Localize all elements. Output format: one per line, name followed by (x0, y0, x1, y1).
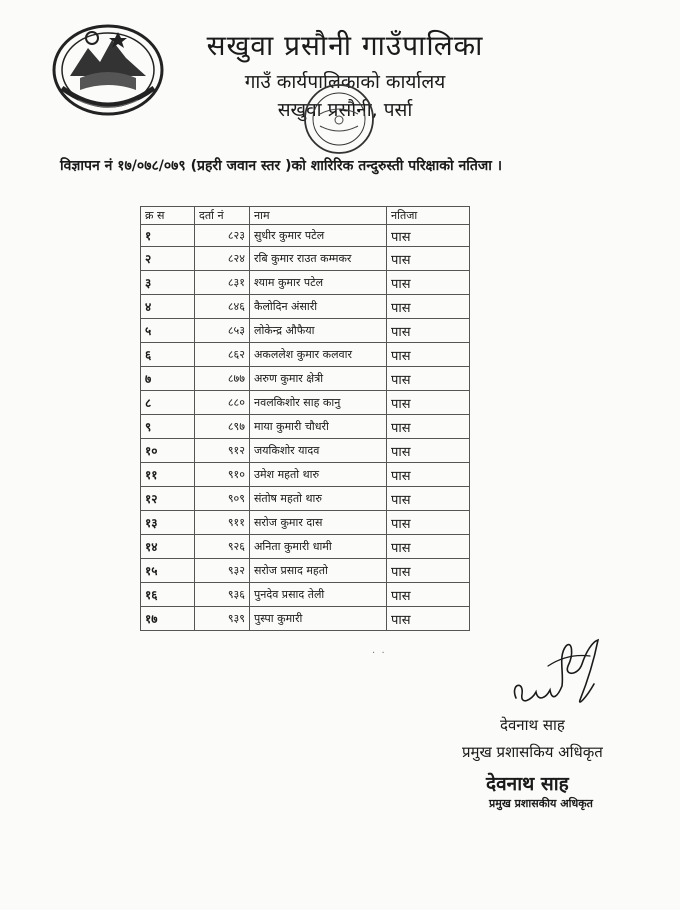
cell-serial: १५ (141, 559, 195, 583)
cell-name: सरोज कुमार दास (250, 511, 387, 535)
cell-result: पास (387, 343, 470, 367)
cell-result: पास (387, 535, 470, 559)
cell-name: अनिता कुमारी धामी (250, 535, 387, 559)
cell-serial: ७ (141, 367, 195, 391)
office-subtitle: गाउँ कार्यपालिकाको कार्यालय (244, 71, 446, 93)
cell-result: पास (387, 559, 470, 583)
cell-result: पास (387, 225, 470, 247)
table-row (141, 559, 470, 583)
office-address: सखुवा प्रसौनी, पर्सा (277, 99, 413, 121)
table-row (141, 511, 470, 535)
cell-result: पास (387, 487, 470, 511)
table-row (141, 439, 470, 463)
cell-registration: ८७७ (195, 367, 250, 391)
cell-serial: ६ (141, 343, 195, 367)
cell-registration: ९१० (195, 463, 250, 487)
cell-result: पास (387, 319, 470, 343)
cell-serial: १० (141, 439, 195, 463)
cell-name: सरोज प्रसाद महतो (250, 559, 387, 583)
cell-result: पास (387, 463, 470, 487)
cell-serial: १३ (141, 511, 195, 535)
cell-registration: ८५३ (195, 319, 250, 343)
cell-serial: १७ (141, 607, 195, 631)
table-row (141, 391, 470, 415)
cell-registration: ८८० (195, 391, 250, 415)
table-row (141, 225, 470, 247)
signatory-name-handwritten: देवनाथ साह (500, 716, 565, 734)
cell-serial: २ (141, 247, 195, 271)
cell-serial: १२ (141, 487, 195, 511)
municipality-title: सखुवा प्रसौनी गाउँपालिका (206, 29, 484, 62)
cell-serial: ८ (141, 391, 195, 415)
cell-name: रबि कुमार राउत कम्मकर (250, 247, 387, 271)
cell-registration: ८२३ (195, 225, 250, 247)
table-row (141, 367, 470, 391)
cell-serial: ५ (141, 319, 195, 343)
cell-registration: ९३९ (195, 607, 250, 631)
table-row (141, 535, 470, 559)
cell-serial: १६ (141, 583, 195, 607)
cell-name: अरुण कुमार क्षेत्री (250, 367, 387, 391)
cell-result: पास (387, 367, 470, 391)
handwritten-signature-icon (508, 636, 612, 720)
cell-name: उमेश महतो थारु (250, 463, 387, 487)
table-row (141, 463, 470, 487)
table-row (141, 487, 470, 511)
cell-result: पास (387, 511, 470, 535)
cell-serial: १४ (141, 535, 195, 559)
cell-registration: ९३२ (195, 559, 250, 583)
cell-result: पास (387, 247, 470, 271)
table-row (141, 415, 470, 439)
stray-marks: · · (372, 648, 385, 659)
cell-serial: ४ (141, 295, 195, 319)
cell-name: कैलोदिन अंसारी (250, 295, 387, 319)
cell-registration: ८९७ (195, 415, 250, 439)
table-row (141, 343, 470, 367)
cell-serial: ११ (141, 463, 195, 487)
table-row (141, 319, 470, 343)
office-seal-icon (300, 80, 378, 158)
header-name: नाम (250, 207, 387, 225)
cell-result: पास (387, 607, 470, 631)
cell-name: संतोष महतो थारु (250, 487, 387, 511)
cell-registration: ९१२ (195, 439, 250, 463)
cell-result: पास (387, 415, 470, 439)
cell-result: पास (387, 391, 470, 415)
signatory-designation-stamp: प्रमुख प्रशासकीय अधिकृत (489, 797, 593, 810)
signatory-name-stamp: देवनाथ साह (486, 773, 569, 795)
header-registration: दर्ता नं (195, 207, 250, 225)
cell-registration: ८३१ (195, 271, 250, 295)
table-header-row (141, 207, 470, 225)
cell-serial: ९ (141, 415, 195, 439)
cell-registration: ८२४ (195, 247, 250, 271)
cell-name: पुस्पा कुमारी (250, 607, 387, 631)
cell-serial: ३ (141, 271, 195, 295)
cell-name: नवलकिशोर साह कानु (250, 391, 387, 415)
cell-result: पास (387, 295, 470, 319)
table-row (141, 583, 470, 607)
cell-name: लोकेन्द्र औफैया (250, 319, 387, 343)
table-row (141, 271, 470, 295)
table-row (141, 607, 470, 631)
results-table (140, 206, 470, 631)
cell-name: जयकिशोर यादव (250, 439, 387, 463)
signatory-designation-handwritten: प्रमुख प्रशासकिय अधिकृत (462, 743, 603, 761)
government-emblem-icon (48, 18, 168, 118)
table-row (141, 295, 470, 319)
cell-name: सुधीर कुमार पटेल (250, 225, 387, 247)
cell-serial: १ (141, 225, 195, 247)
cell-registration: ८४६ (195, 295, 250, 319)
cell-registration: ९११ (195, 511, 250, 535)
cell-result: पास (387, 439, 470, 463)
notice-heading: विज्ञापन नं १७/०७८/०७९ (प्रहरी जवान स्तर )को शारिरिक तन्दुरुस्ती परिक्षाको नतिजा । (60, 158, 503, 174)
cell-result: पास (387, 583, 470, 607)
header-result: नतिजा (387, 207, 470, 225)
cell-registration: ९२६ (195, 535, 250, 559)
cell-registration: ८६२ (195, 343, 250, 367)
cell-name: पुनदेव प्रसाद तेली (250, 583, 387, 607)
table-row (141, 247, 470, 271)
cell-registration: ९३६ (195, 583, 250, 607)
cell-registration: ९०९ (195, 487, 250, 511)
cell-name: श्याम कुमार पटेल (250, 271, 387, 295)
cell-result: पास (387, 271, 470, 295)
header-serial: क्र स (141, 207, 195, 225)
cell-name: अकललेश कुमार कलवार (250, 343, 387, 367)
cell-name: माया कुमारी चौधरी (250, 415, 387, 439)
